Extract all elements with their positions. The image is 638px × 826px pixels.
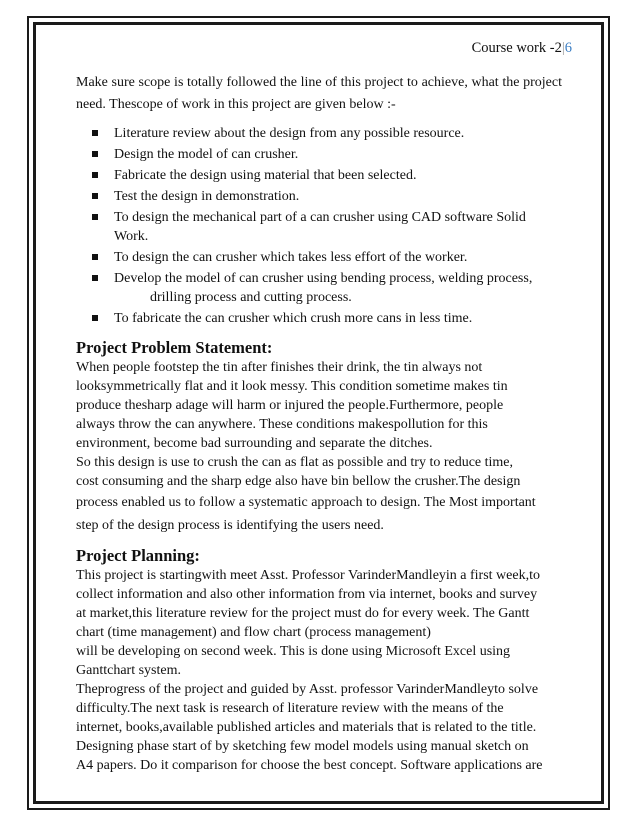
list-item [76, 208, 562, 246]
square-bullet-icon [92, 315, 98, 321]
text-line: always throw the can anywhere. These conditions makespollution for this [76, 417, 488, 432]
text-line: cost consuming and the sharp edge also have bin bellow the crusher.The design [76, 474, 521, 489]
page-header [472, 40, 572, 57]
list-item-text: To design the mechanical part of a can crusher using CAD software Solid Work. [114, 210, 526, 244]
square-bullet-icon [92, 151, 98, 157]
project-planning-heading: Project Planning: [76, 546, 200, 565]
list-item [76, 124, 562, 143]
list-item-text: Design the model of can crusher. [114, 147, 299, 162]
list-item [76, 145, 562, 164]
document-body [76, 72, 562, 775]
list-item-text: Develop the model of can crusher using bending process, welding process, [114, 271, 533, 286]
text-line: environment, become bad surrounding and separate the ditches. [76, 436, 433, 451]
text-line: When people footstep the tin after finishes their drink, the tin always not [76, 360, 483, 375]
intro-paragraph: Make sure scope is totally followed the line of this project to achieve, what the project need. Thescope of work in this project are given below :- [76, 75, 562, 112]
list-item [76, 166, 562, 185]
problem-statement-paragraph [76, 358, 562, 491]
list-item [76, 269, 562, 307]
text-line: looksymmetrically flat and it look messy. This condition sometime makes tin [76, 379, 508, 394]
text-line: A4 papers. Do it comparison for choose the best concept. Software applications are [76, 758, 543, 773]
text-line: This project is startingwith meet Asst. Professor VarinderMandleyin a first week,to [76, 568, 540, 583]
list-item-text: Literature review about the design from any possible resource. [114, 126, 465, 141]
text-line: process enabled us to follow a systematic approach to design. The Most important [76, 495, 536, 510]
square-bullet-icon [92, 214, 98, 220]
list-item-continuation: drilling process and cutting process. [150, 290, 352, 305]
list-item-text: Test the design in demonstration. [114, 189, 300, 204]
square-bullet-icon [92, 193, 98, 199]
scope-list [76, 124, 562, 328]
text-line: difficulty.The next task is research of literature review with the means of the [76, 701, 504, 716]
text-line: collect information and also other information from via internet, books and survey [76, 587, 538, 602]
text-line: produce thesharp adage will harm or injured the people.Furthermore, people [76, 398, 504, 413]
list-item-text: To design the can crusher which takes less effort of the worker. [114, 250, 468, 265]
text-line: Ganttchart system. [76, 663, 181, 678]
list-item [76, 309, 562, 328]
list-item [76, 248, 562, 267]
text-line: chart (time management) and flow chart (process management) [76, 625, 431, 640]
square-bullet-icon [92, 254, 98, 260]
text-line: Designing phase start of by sketching few model models using manual sketch on [76, 739, 529, 754]
header-title: Course work -2 [471, 40, 562, 56]
text-line: So this design is use to crush the can as flat as possible and try to reduce time, [76, 455, 514, 470]
square-bullet-icon [92, 275, 98, 281]
problem-statement-heading: Project Problem Statement: [76, 338, 273, 357]
square-bullet-icon [92, 130, 98, 136]
page-number: 6 [564, 40, 572, 56]
text-line: will be developing on second week. This is done using Microsoft Excel using [76, 644, 511, 659]
project-planning-paragraph [76, 566, 562, 775]
text-line: step of the design process is identifying the users need. [76, 518, 384, 533]
text-line: internet, books,available published articles and materials that is related to the title. [76, 720, 537, 735]
text-line: at market,this literature review for the project must do for every week. The Gantt [76, 606, 530, 621]
list-item [76, 187, 562, 206]
list-item-text: To fabricate the can crusher which crush more cans in less time. [114, 311, 473, 326]
problem-statement-paragraph-end [76, 491, 562, 537]
text-line: Theprogress of the project and guided by Asst. professor VarinderMandleyto solve [76, 682, 539, 697]
list-item-text: Fabricate the design using material that been selected. [114, 168, 417, 183]
square-bullet-icon [92, 172, 98, 178]
header-separator: | [561, 40, 565, 56]
